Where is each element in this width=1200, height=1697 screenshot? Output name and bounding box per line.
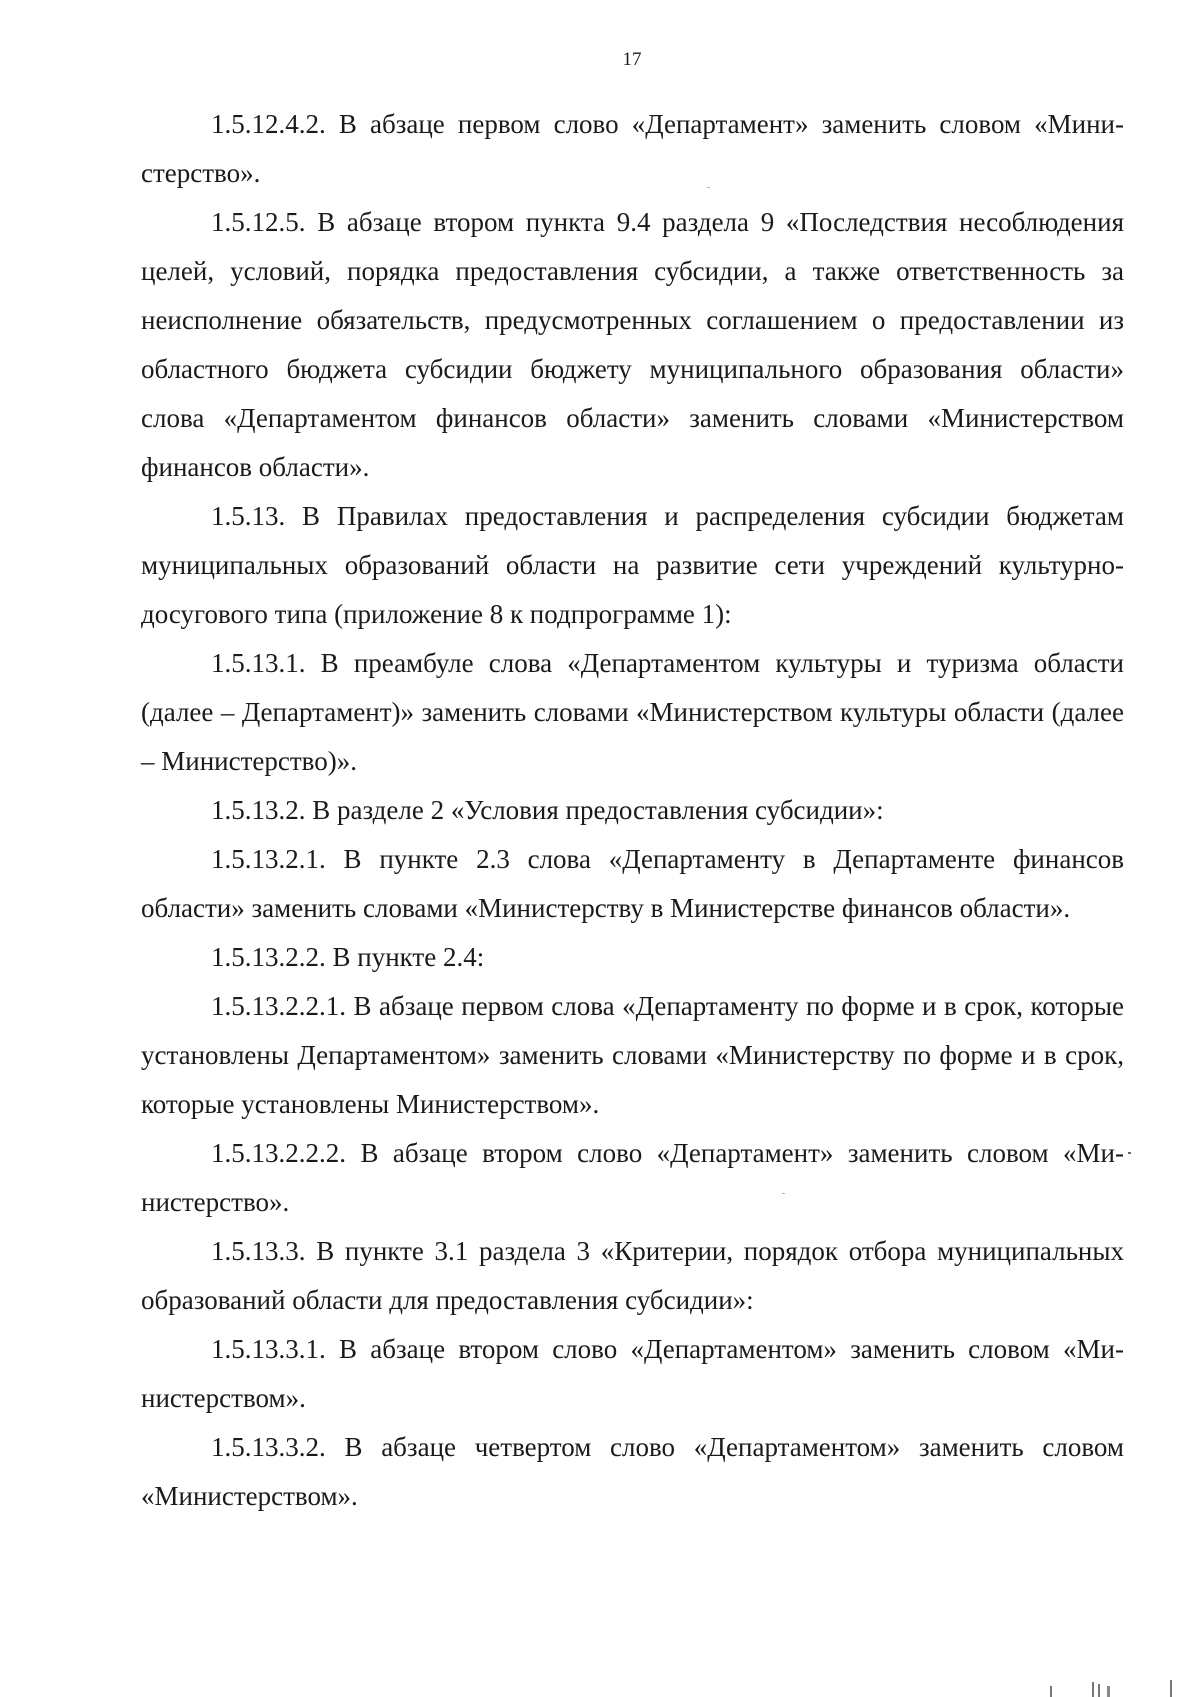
paragraph-1-5-13-2-2: 1.5.13.2.2. В пункте 2.4: [211, 942, 485, 972]
paragraph-1-5-13-2-2-2: 1.5.13.2.2.2. В абзаце втором слово «Департамент» заменить словом «Министерство». [141, 1138, 1124, 1217]
page-number: 17 [622, 49, 642, 70]
scan-edge-mark [1107, 1686, 1110, 1697]
scan-speck [782, 1193, 785, 1194]
paragraph-1-5-13-3: 1.5.13.3. В пункте 3.1 раздела 3 «Критерии, порядок отбора муниципальных образований области для предоставления субсидии»: [141, 1236, 1124, 1315]
scan-edge-mark [1050, 1686, 1052, 1697]
paragraph-1-5-13: 1.5.13. В Правилах предоставления и распределения субсидии бюджетам муниципальных образований области на развитие сети учреждений культурно-досугового типа (приложение 8 к подпрограмме 1): [141, 501, 1124, 629]
paragraph-1-5-12-4-2: 1.5.12.4.2. В абзаце первом слово «Департамент» заменить словом «Министерство». [141, 109, 1124, 188]
scan-edge-mark [1170, 1680, 1172, 1697]
paragraph-1-5-13-3-2: 1.5.13.3.2. В абзаце четвертом слово «Департаментом» заменить словом «Министерством». [141, 1432, 1124, 1511]
paragraph-1-5-13-2-1: 1.5.13.2.1. В пункте 2.3 слова «Департаменту в Департаменте финансов области» заменить словами «Министерству в Министерстве финансов области». [141, 844, 1124, 923]
scan-speck [1128, 1152, 1131, 1154]
scan-edge-mark [1098, 1684, 1100, 1697]
paragraph-1-5-13-2-2-1: 1.5.13.2.2.1. В абзаце первом слова «Департаменту по форме и в срок, которые установлены Департаментом» заменить словами «Министерству по форме и в срок, которые установлены Министерством». [141, 991, 1124, 1119]
paragraph-1-5-13-2: 1.5.13.2. В разделе 2 «Условия предоставления субсидии»: [211, 795, 884, 825]
paragraph-1-5-13-3-1: 1.5.13.3.1. В абзаце втором слово «Департаментом» заменить словом «Министерством». [141, 1334, 1124, 1413]
scan-edge-mark [1092, 1682, 1094, 1697]
document-body [141, 100, 1124, 1521]
paragraph-1-5-13-1: 1.5.13.1. В преамбуле слова «Департаментом культуры и туризма области (далее – Департамент)» заменить словами «Министерством культуры области (далее – Министерство)». [141, 648, 1124, 776]
paragraph-1-5-12-5: 1.5.12.5. В абзаце втором пункта 9.4 раздела 9 «Последствия несоблюдения целей, условий, порядка предоставления субсидии, а также ответственность за неисполнение обязательств, предусмотренных соглашением о предоставлении из областного бюджета субсидии бюджету муниципального образования области» слова «Департаментом финансов области» заменить словами «Министерством финансов области». [141, 207, 1124, 482]
scan-speck [707, 187, 710, 188]
